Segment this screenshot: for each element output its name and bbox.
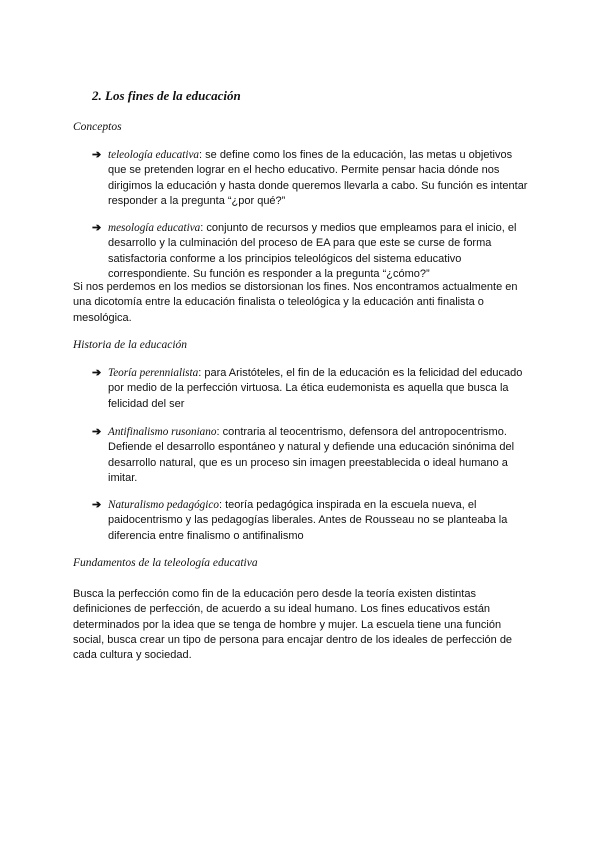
list-item-term: Teoría perennialista: [108, 367, 199, 379]
list-item: [92, 366, 532, 412]
subheading-fundamentos: Fundamentos de la teleología educativa: [73, 557, 258, 569]
list-item: [92, 221, 532, 282]
list-item-text: : contraria al teocentrismo, defensora del antropocentrismo. Defiende el desarrollo espontáneo y natural y defiende una educación sinónima del desarrollo natural, que es un proceso sin imagen preestablecida o ideal humano a imitar.: [108, 426, 515, 484]
list-item: [92, 425, 532, 486]
list-item: [92, 498, 532, 544]
list-item-term: teleología educativa: [108, 149, 200, 161]
arrow-bullet-icon: ➔: [92, 426, 102, 438]
section-title: 2. Los fines de la educación: [92, 88, 241, 103]
paragraph-fundamentos: Busca la perfección como fin de la educación pero desde la teoría existen distintas definiciones de perfección, de acuerdo a su ideal humano. Los fines educativos están determinados por la idea que se tenga de hombre y mujer. La escuela tiene una función social, busca crear un tipo de persona para encajar dentro de los ideales de perfección de cada cultura y sociedad.: [73, 588, 513, 662]
arrow-bullet-icon: ➔: [92, 149, 102, 161]
arrow-bullet-icon: ➔: [92, 499, 102, 511]
subheading-conceptos: Conceptos: [73, 121, 122, 133]
subheading-historia: Historia de la educación: [73, 339, 188, 351]
paragraph-conceptos: Si nos perdemos en los medios se distorsionan los fines. Nos encontramos actualmente en una dicotomía entre la educación finalista o teleológica y la educación anti finalista o mesológica.: [73, 281, 518, 324]
arrow-bullet-icon: ➔: [92, 222, 102, 234]
list-item-term: mesología educativa: [108, 222, 201, 234]
list-item-body: [108, 425, 532, 486]
list-item-body: [108, 148, 532, 209]
list-item-text: : para Aristóteles, el fin de la educación es la felicidad del educado por medio de la perfección virtuosa. La ética eudemonista es aquella que busca la felicidad del ser: [108, 367, 523, 410]
list-item-term: Naturalismo pedagógico: [108, 499, 219, 511]
list-item-text: : conjunto de recursos y medios que empleamos para el inicio, el desarrollo y la culminación del proceso de EA para que este se curse de forma satisfactoria conforme a los principios teleológicos del sistema educativo correspondiente. Su función es responder a la pregunta “¿cómo?”: [108, 222, 517, 280]
list-item-body: [108, 498, 532, 544]
list-item-text: : se define como los fines de la educación, las metas u objetivos que se pretenden lograr en el hecho educativo. Permite pensar hacia dónde nos dirigimos la educación y hasta donde queremos llevarla a cabo. Su función es intentar responder a la pregunta “¿por qué?”: [108, 149, 528, 207]
list-item-term: Antifinalismo rusoniano: [108, 426, 217, 438]
list-item: [92, 148, 532, 209]
arrow-bullet-icon: ➔: [92, 367, 102, 379]
list-item-body: [108, 221, 532, 282]
list-item-text: : teoría pedagógica inspirada en la escuela nueva, el paidocentrismo y las pedagogías liberales. Antes de Rousseau no se planteaba la diferencia entre finalismo o antifinalismo: [108, 499, 508, 542]
list-item-body: [108, 366, 532, 412]
